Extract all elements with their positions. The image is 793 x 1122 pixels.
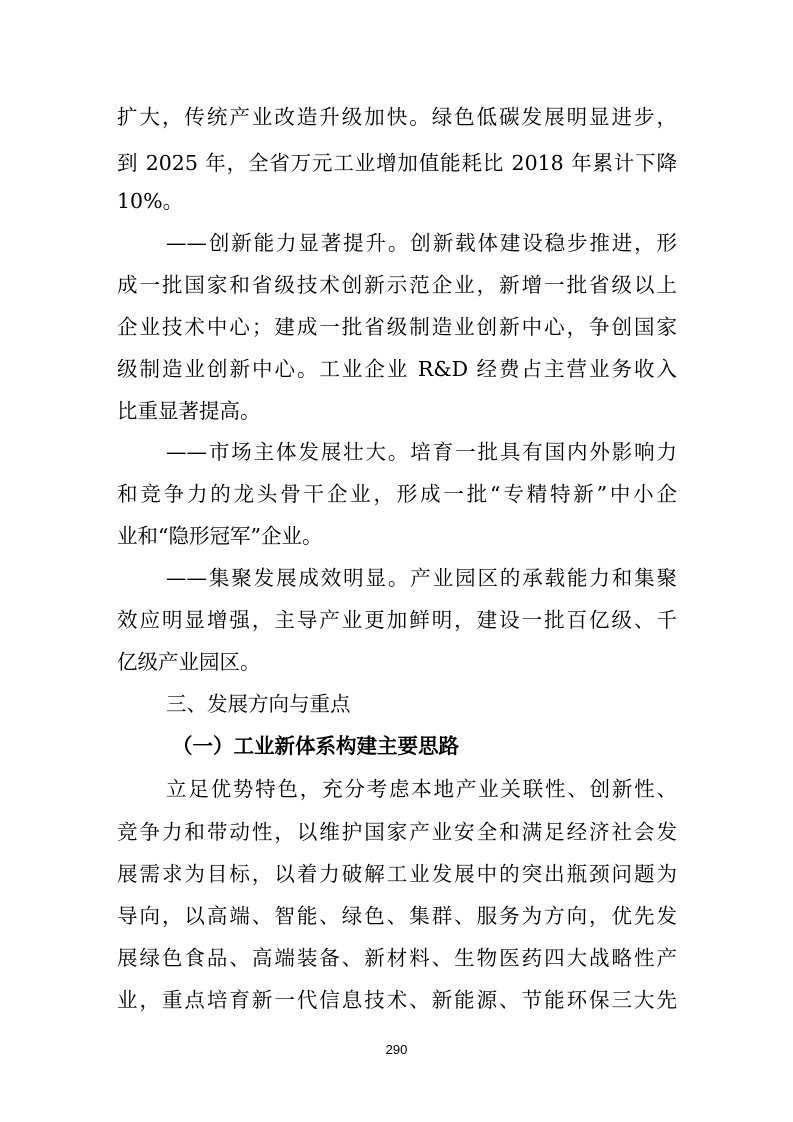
paragraph-line: 和竞争力的龙头骨干企业，形成一批“专精特新”中小企 xyxy=(117,482,677,506)
paragraph-line: 比重显著提高。 xyxy=(117,399,261,423)
paragraph-line: 亿级产业园区。 xyxy=(117,650,261,674)
paragraph-line: 级制造业创新中心。工业企业 R&D 经费占主营业务收入 xyxy=(117,357,677,381)
section-heading: 三、发展方向与重点 xyxy=(166,692,351,716)
paragraph-line: 企业技术中心；建成一批省级制造业创新中心，争创国家 xyxy=(117,315,677,339)
paragraph-line: 竞争力和带动性，以维护国家产业安全和满足经济社会发 xyxy=(117,820,677,844)
paragraph-line: 立足优势特色，充分考虑本地产业关联性、创新性、 xyxy=(166,777,677,801)
paragraph-line: 到 2025 年，全省万元工业增加值能耗比 2018 年累计下降 xyxy=(117,151,677,175)
paragraph-line: 展绿色食品、高端装备、新材料、生物医药四大战略性产 xyxy=(117,946,677,970)
paragraph-line: ——创新能力显著提升。创新载体建设稳步推进，形 xyxy=(166,231,677,255)
paragraph-line: 10%。 xyxy=(117,189,184,213)
paragraph-line: ——集聚发展成效明显。产业园区的承载能力和集聚 xyxy=(166,566,677,590)
paragraph-line: 扩大，传统产业改造升级加快。绿色低碳发展明显进步， xyxy=(117,105,677,129)
paragraph-line: 业和“隐形冠军”企业。 xyxy=(117,524,323,548)
page-number: 290 xyxy=(385,1042,408,1057)
paragraph-line: 导向，以高端、智能、绿色、集群、服务为方向，优先发 xyxy=(117,904,677,928)
paragraph-line: 业，重点培育新一代信息技术、新能源、节能环保三大先 xyxy=(117,988,677,1012)
subsection-heading: （一）工业新体系构建主要思路 xyxy=(172,734,459,758)
paragraph-line: 展需求为目标，以着力破解工业发展中的突出瓶颈问题为 xyxy=(117,862,677,886)
paragraph-line: 效应明显增强，主导产业更加鲜明，建设一批百亿级、千 xyxy=(117,608,677,632)
paragraph-line: 成一批国家和省级技术创新示范企业，新增一批省级以上 xyxy=(117,273,677,297)
paragraph-line: ——市场主体发展壮大。培育一批具有国内外影响力 xyxy=(166,440,677,464)
